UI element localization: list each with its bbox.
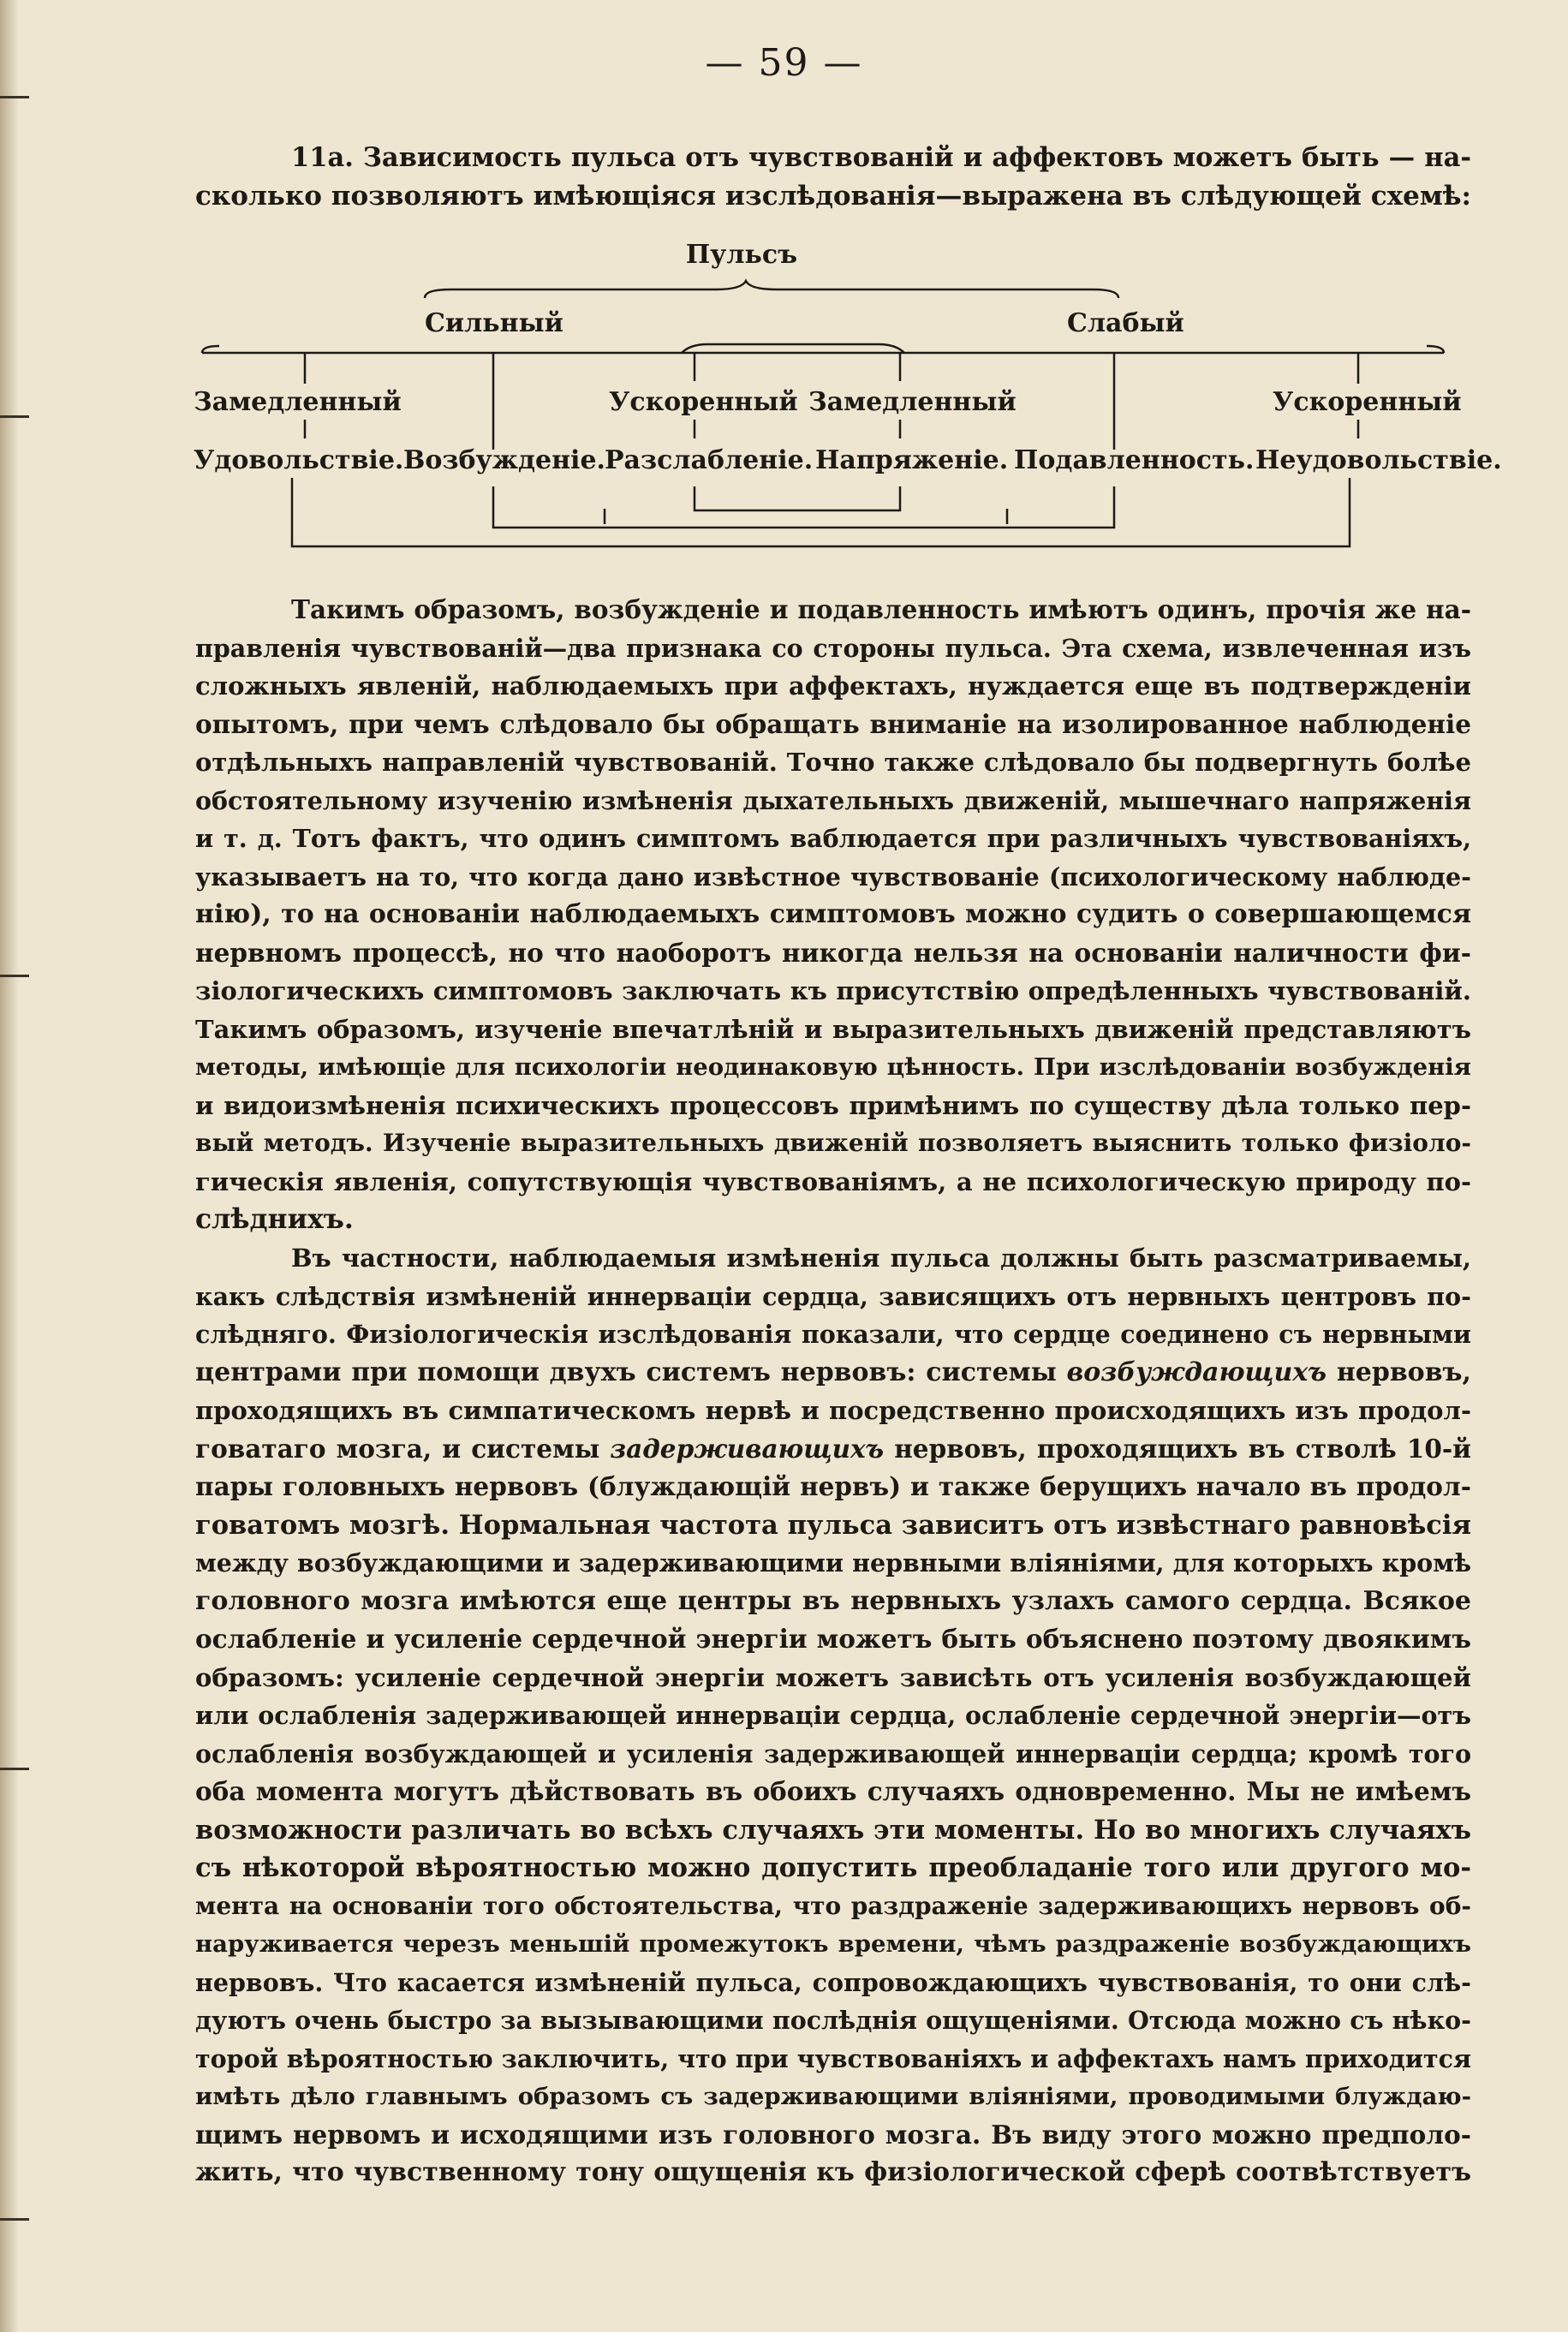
text-line: сложныхъ явленій, наблюдаемыхъ при аффектахъ, нуждается еще въ подтвержденіи [195,671,1471,701]
text-line: слѣднихъ. [195,1203,354,1235]
paragraph-2 [195,1239,1471,2192]
text-line [195,1430,1471,1469]
margin-mark [0,975,29,977]
text-line: опытомъ, при чемъ слѣдовало бы обращать вниманіе на изолированное наблюденіе [195,708,1471,739]
scheme-slow-label: Замедленный [808,387,1017,417]
scheme-feeling-label: Напряженіе. [815,445,1009,475]
text-line: жить, что чувственному тону ощущенія къ физіологической сферѣ соотвѣтствуетъ [195,2157,1471,2187]
scheme-slow-label: Замедленный [194,387,402,417]
text-line: обстоятельному изученію измѣненія дыхательныхъ движеній, мышечнаго напряженія [195,785,1471,815]
text-line: отдѣльныхъ направленій чувствованій. Точно также слѣдовало бы подвергнуть болѣе [195,748,1471,777]
text-line: проходящихъ въ симпатическомъ нервѣ и посредственно происходящихъ изъ продол- [195,1396,1471,1425]
text-line: ослабленіе и усиленіе сердечной энергіи можетъ быть объяснено поэтому двоякимъ [195,1624,1471,1654]
text-line: нію), то на основаніи наблюдаемыхъ симптомовъ можно судить о совершающемся [195,899,1471,929]
margin-mark [0,2218,29,2221]
emphasis-term: возбуждающихъ [1066,1357,1327,1387]
text-line: съ нѣкоторой вѣроятностью можно допустить преобладаніе того или другого мо- [195,1852,1471,1883]
text-line: вый методъ. Изученіе выразительныхъ движеній позволяетъ выяснить только физіоло- [195,1129,1471,1157]
text-line: головного мозга имѣются еще центры въ нервныхъ узлахъ самого сердца. Всякое [195,1585,1471,1616]
text-line: нервовъ. Что касается измѣненій пульса, сопровождающихъ чувствованія, то они слѣ- [195,1967,1471,1997]
text-segment: нервовъ, проходящихъ въ стволѣ 10-й [894,1433,1471,1464]
page-number: — 59 — [705,41,863,85]
scheme-fast-label: Ускоренный [609,387,798,417]
text-line: между возбуждающими и задерживающими нервными вліяніями, для которыхъ кромѣ [195,1548,1471,1578]
text-segment: центрами при помощи двухъ системъ нервовъ: системы [195,1357,1057,1387]
text-line: гическія явленія, сопутствующія чувствованіямъ, а не психологическую природу по- [195,1166,1471,1196]
text-line: говатомъ мозгѣ. Нормальная частота пульса зависитъ отъ извѣстнаго равновѣсія [195,1509,1471,1541]
scheme-feeling-label: Удовольствіе. [194,445,404,475]
text-line: методы, имѣющіе для психологіи неодинаковую цѣнность. При изслѣдованіи возбужденія [195,1053,1471,1081]
scheme-fast-label: Ускоренный [1273,387,1462,417]
scheme-feeling-label: Возбужденіе. [403,445,605,475]
text-line: наруживается черезъ меньшій промежутокъ времени, чѣмъ раздраженіе возбуждающихъ [195,1930,1471,1958]
margin-mark [0,96,29,98]
scheme-feeling-label: Подавленность. [1014,445,1255,475]
text-line: слѣдняго. Физіологическія изслѣдованія показали, что сердце соединено съ нервными [195,1320,1471,1349]
text-line [195,1354,1471,1393]
text-line: нервномъ процессѣ, но что наоборотъ никогда нельзя на основаніи наличности фи- [195,937,1471,968]
scheme-weak-label: Слабый [1067,308,1184,338]
text-line: Въ частности, наблюдаемыя измѣненія пульса должны быть разсматриваемы, [291,1244,1471,1273]
scheme-root-label: Пульсъ [685,240,798,270]
text-line: и т. д. Тотъ фактъ, что одинъ симптомъ ваблюдается при различныхъ чувствованіяхъ, [195,824,1471,853]
text-line: оба момента могутъ дѣйствовать въ обоихъ случаяхъ одновременно. Мы не имѣемъ [195,1776,1471,1806]
text-line: 11a. Зависимость пульса отъ чувствованій и аффектовъ можетъ быть — на- [291,142,1471,173]
text-line: образомъ: усиленіе сердечной энергіи можетъ зависѣть отъ усиленія возбуждающей [195,1662,1471,1692]
text-line: пары головныхъ нервовъ (блуждающій нервъ) и также берущихъ начало въ продол- [195,1471,1471,1501]
text-line: или ослабленія задерживающей иннерваціи сердца, ослабленіе сердечной энергіи—отъ [195,1701,1471,1730]
text-segment: нервовъ, [1336,1357,1471,1387]
scheme-feeling-label: Неудовольствіе. [1255,445,1502,475]
margin-mark [0,415,29,418]
scheme-feeling-label: Разслабленіе. [605,445,814,475]
text-line: мента на основаніи того обстоятельства, что раздраженіе задерживающихъ нервовъ об- [195,1891,1471,1920]
text-line: правленія чувствованій—два признака со стороны пульса. Эта схема, извлеченная изъ [195,633,1471,663]
text-line: Такимъ образомъ, изученіе впечатлѣній и выразительныхъ движеній представляютъ [195,1014,1471,1044]
scheme-strong-label: Сильный [425,308,563,338]
text-line: ослабленія возбуждающей и усиленія задерживающей иннерваціи сердца; кромѣ того [195,1739,1471,1768]
text-line: указываетъ на то, что когда дано извѣстное чувствованіе (психологическому наблюде- [195,862,1471,892]
text-line: щимъ нервомъ и исходящими изъ головного мозга. Въ виду этого можно предполо- [195,2119,1471,2150]
text-line: Такимъ образомъ, возбужденіе и подавленность имѣютъ одинъ, прочія же на- [291,594,1471,624]
text-line: и видоизмѣненія психическихъ процессовъ примѣнимъ по существу дѣла только пер- [195,1090,1471,1120]
text-line: торой вѣроятностью заключить, что при чувствованіяхъ и аффектахъ намъ приходится [195,2043,1471,2073]
text-segment: говатаго мозга, и системы [195,1433,600,1464]
text-line: дуютъ очень быстро за вызывающими послѣднія ощущеніями. Отсюда можно съ нѣко- [195,2006,1471,2035]
text-line: возможности различать во всѣхъ случаяхъ эти моменты. Но во многихъ случаяхъ [195,1814,1471,1846]
text-line: сколько позволяютъ имѣющіяся изслѣдованія—выражена въ слѣдующей схемѣ: [195,180,1471,212]
pulse-scheme [194,240,1502,565]
text-line: имѣть дѣло главнымъ образомъ съ задерживающими вліяніями, проводимыми блуждаю- [195,2083,1471,2110]
paragraph-1 [195,591,1471,1239]
intro-paragraph [195,139,1471,215]
text-line: какъ слѣдствія измѣненій иннерваціи сердца, зависящихъ отъ нервныхъ центровъ по- [195,1281,1471,1311]
text-line: зіологическихъ симптомовъ заключать къ присутствію опредѣленныхъ чувствованій. [195,976,1471,1005]
margin-mark [0,1768,29,1770]
page-gutter [0,0,19,2332]
emphasis-term: задерживающихъ [610,1433,885,1464]
